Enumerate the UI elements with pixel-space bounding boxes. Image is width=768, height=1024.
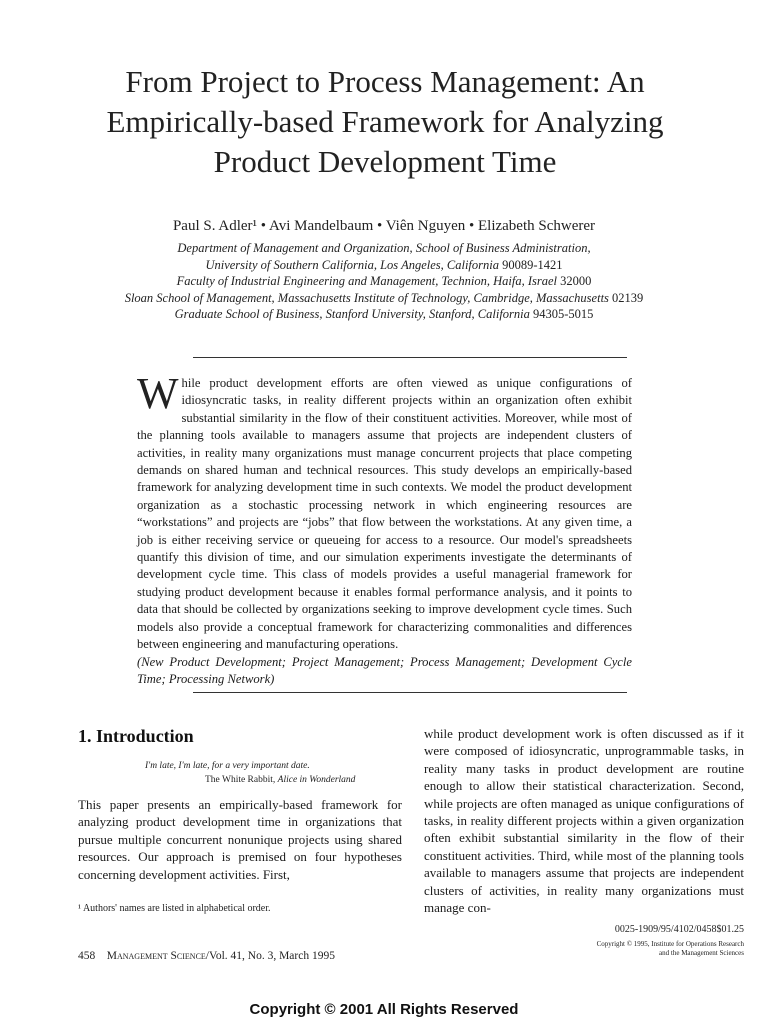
- abstract-top-rule: [193, 357, 627, 358]
- section-heading: 1. Introduction: [78, 726, 194, 746]
- affiliations: [40, 240, 728, 323]
- author-list: Paul S. Adler¹ • Avi Mandelbaum • Viên Nguyen • Elizabeth Schwerer: [172, 218, 596, 234]
- paper-title: [60, 62, 710, 182]
- abstract: [137, 369, 632, 688]
- copyright-banner: Copyright © 2001 All Rights Reserved: [249, 1001, 519, 1018]
- abstract-keywords: (New Product Development; Project Management; Process Management; Development Cycle Time; Processing Network): [137, 654, 632, 686]
- affiliation-4: Sloan School of Management, Massachusetts Institute of Technology, Cambridge, Massachusetts 02139: [124, 290, 644, 305]
- intro-left-column: This paper presents an empirically-based framework for analyzing product development time in organizations that pursue multiple concurrent nonunique projects using shared resources. Our approach is premised on four hypotheses concerning development activities. First,: [78, 797, 402, 882]
- title-line-2: Empirically-based Framework for Analyzing: [106, 104, 664, 139]
- publisher-copyright: Copyright © 1995, Institute for Operations Research and the Management Sciences: [596, 940, 744, 957]
- epigraph-quote: I'm late, I'm late, for a very important date.: [145, 761, 310, 771]
- epigraph: [145, 759, 355, 787]
- affiliation-1: Department of Management and Organization, School of Business Administration,: [177, 241, 591, 255]
- abstract-text: hile product development efforts are often viewed as unique configurations of idiosyncratic tasks, in reality different projects within an organization often exhibit substantial similarity in the flow of their constituent activities. Moreover, while most of the planning tools available to managers assume that projects are independent clusters of activities, in reality many organizations must manage concurrent projects that place competing demands on shared human and technical resources. This study develops an empirically-based framework for analyzing development time in such contexts. We model the product development organization as a stochastic processing network in which engineering resources are “workstations” and projects are “jobs” that flow between the workstations. At any given time, a job is either receiving service or queueing for access to a resource. Our model's spreadsheets quantify this division of time, and our simulation experiments investigate the determinants of development cycle time. This class of models provides a useful managerial framework for studying product development because it enables formal performance analysis, and it points to data that should be collected by organizations seeking to improve development cycle times. Such models also provide a conceptual framework for characterizing commonalities and differences between engineering and manufacturing operations.: [137, 376, 632, 652]
- issn-line: 0025-1909/95/4102/0458$01.25: [614, 924, 744, 935]
- title-line-1: From Project to Process Management: An: [125, 64, 645, 99]
- intro-right-column: while product development work is often discussed as if it were composed of idiosyncratic, unprogrammable tasks, in reality many tasks in product development are routine enough to allow their statistical characterization. Second, while projects are often managed as unique configurations of tasks, in reality different projects within a given organization often exhibit substantial similarity in the flow of their constituent activities. Third, while most of the planning tools available to managers assume that projects are independent clusters of activities, in reality many organizations must manage con-: [424, 726, 744, 916]
- epigraph-attribution: The White Rabbit, Alice in Wonderland: [205, 775, 356, 785]
- affiliation-5: Graduate School of Business, Stanford University, Stanford, California 94305-5015: [174, 307, 594, 321]
- journal-name: Management Science: [106, 950, 206, 962]
- abstract-dropcap: W: [137, 369, 179, 418]
- footnote: ¹ Authors' names are listed in alphabetical order.: [78, 903, 271, 914]
- affiliation-2: University of Southern California, Los Angeles, California 90089-1421: [205, 257, 563, 272]
- affiliation-3: Faculty of Industrial Engineering and Management, Technion, Haifa, Israel 32000: [176, 274, 592, 288]
- page-number: 458: [78, 950, 96, 962]
- title-line-3: Product Development Time: [213, 144, 557, 179]
- journal-issue: /Vol. 41, No. 3, March 1995: [205, 950, 335, 962]
- abstract-bottom-rule: [193, 692, 627, 693]
- page-footer: [78, 950, 335, 962]
